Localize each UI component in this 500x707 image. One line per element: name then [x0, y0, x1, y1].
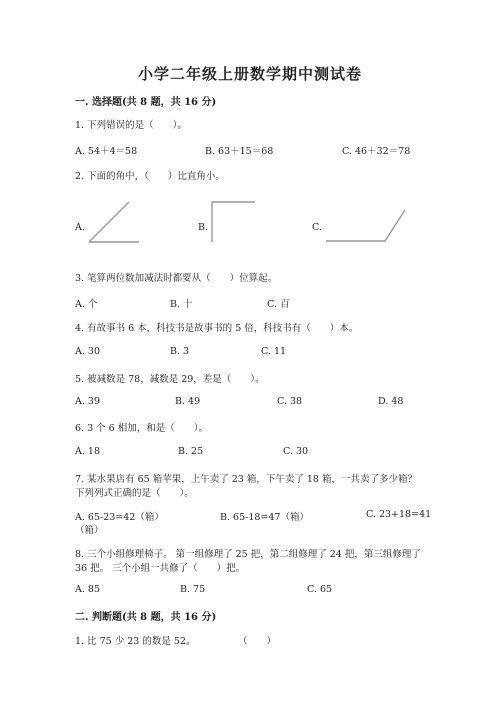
q7-option-c[interactable]: C. 23+18=41 — [366, 509, 432, 520]
q5-option-a[interactable]: A. 39 — [75, 396, 100, 407]
judge-answer-blank[interactable]: （ ） — [238, 636, 277, 647]
question-5: 5. 被减数是 78，减数是 29，差是（ ）。 — [75, 374, 265, 385]
q2-option-a[interactable]: A. — [75, 222, 85, 233]
q6-option-a[interactable]: A. 18 — [75, 446, 100, 457]
q7-option-a[interactable]: A. 65-23=42（箱） — [75, 512, 164, 523]
question-3: 3. 笔算两位数加减法时都要从（ ）位算起。 — [75, 273, 278, 284]
q2-option-c[interactable]: C. — [312, 222, 322, 233]
q4-option-b[interactable]: B. 3 — [170, 346, 190, 357]
right-angle-figure — [210, 200, 258, 245]
section-heading-judge: 二. 判断题(共 8 题，共 16 分) — [75, 612, 217, 623]
question-4: 4. 有故事书 6 本，科技书是故事书的 5 倍，科技书有（ ）本。 — [75, 323, 359, 334]
question-1: 1. 下列错误的是（ ）。 — [75, 120, 187, 131]
question-2: 2. 下面的角中，（ ）比直角小。 — [75, 171, 225, 182]
q1-option-c[interactable]: C. 46＋32＝78 — [342, 146, 411, 157]
q4-option-c[interactable]: C. 11 — [261, 346, 287, 357]
question-6: 6. 3 个 6 相加，和是（ ）。 — [75, 423, 208, 434]
q7-option-b[interactable]: B. 65-18=47（箱） — [220, 512, 309, 523]
q5-option-d[interactable]: D. 48 — [378, 396, 404, 407]
q6-option-c[interactable]: C. 30 — [283, 446, 309, 457]
q7-option-a-unit: （箱） — [75, 525, 104, 536]
q3-option-a[interactable]: A. 个 — [75, 299, 98, 310]
q5-option-b[interactable]: B. 49 — [175, 396, 201, 407]
q2-option-b[interactable]: B. — [198, 222, 209, 233]
judge-question-1: 1. 比 75 少 23 的数是 52。 — [75, 636, 196, 647]
question-8-line-2: 36 把。 三个小组一共修了（ ）把。 — [75, 563, 246, 574]
q1-option-a[interactable]: A. 54＋4＝58 — [75, 146, 138, 157]
question-8-line-1: 8. 三个小组修理椅子。 第一组修理了 25 把，第二组修理了 24 把，第三组修理了 — [75, 549, 421, 560]
question-7-line-2: 下列列式正确的是（ ）。 — [75, 488, 194, 499]
q3-option-b[interactable]: B. 十 — [170, 299, 193, 310]
q8-option-a[interactable]: A. 85 — [75, 584, 100, 595]
acute-angle-figure — [88, 200, 143, 245]
question-7-line-1: 7. 某水果店有 65 箱苹果，上午卖了 23 箱，下午卖了 18 箱，一共卖了多少箱？ — [75, 474, 417, 485]
q1-option-b[interactable]: B. 63＋15＝68 — [205, 146, 274, 157]
q4-option-a[interactable]: A. 30 — [75, 346, 100, 357]
q3-option-c[interactable]: C. 百 — [267, 299, 290, 310]
page-title: 小学二年级上册数学期中测试卷 — [137, 65, 362, 83]
q8-option-c[interactable]: C. 65 — [307, 584, 333, 595]
q8-option-b[interactable]: B. 75 — [180, 584, 206, 595]
q6-option-b[interactable]: B. 25 — [178, 446, 204, 457]
section-heading-choice: 一. 选择题(共 8 题，共 16 分) — [75, 97, 217, 108]
q5-option-c[interactable]: C. 38 — [277, 396, 303, 407]
obtuse-angle-figure — [325, 208, 407, 244]
